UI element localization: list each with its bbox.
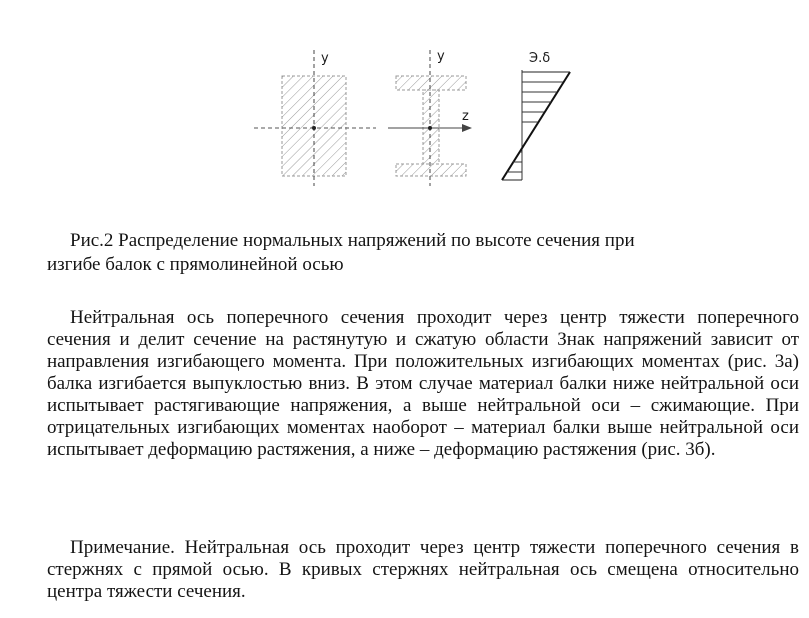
paragraph-note: Примечание. Нейтральная ось проходит через центр тяжести поперечного сечения в стержнях с прямой осью. В кривых стержнях нейтральная ось смещена относительно центра тяжести сечения.: [47, 537, 799, 602]
z-axis-label: z: [462, 109, 469, 124]
caption-line-1: Рис.2 Распределение нормальных напряжений по высоте сечения при: [70, 230, 635, 251]
centroid-left: [312, 126, 316, 130]
paragraph-neutral-axis: Нейтральная ось поперечного сечения проходит через центр тяжести поперечного сечения и делит сечение на растянутую и сжатую области Знак напряжений зависит от направления изгибающего момента. При положительных изгибающих моментах (рис. 3а) балка изгибается выпуклостью вниз. В этом случае материал балки ниже нейтральной оси испытывает растягивающие напряжения, а выше нейтральной оси – сжимающие. При отрицательных изгибающих моментах наоборот – материал балки выше нейтральной оси испытывает деформацию растяжения, а ниже – деформацию растяжения (рис. 3б).: [47, 307, 799, 460]
y-axis-label-right: y: [437, 49, 445, 64]
stress-diagram: [502, 51, 570, 180]
stress-distribution-figure: [240, 40, 600, 190]
sigma-label: Э.δ: [529, 51, 551, 66]
z-axis-arrow-icon: [462, 124, 472, 132]
y-axis-label-left: y: [321, 51, 329, 66]
i-beam-section: [388, 49, 472, 186]
centroid-right: [428, 126, 432, 130]
figure-caption: [47, 229, 767, 277]
rectangular-section: [254, 50, 376, 186]
caption-line-2: изгибе балок с прямолинейной осью: [47, 254, 344, 275]
stress-line: [502, 72, 570, 180]
figure-drawing: [240, 40, 600, 190]
